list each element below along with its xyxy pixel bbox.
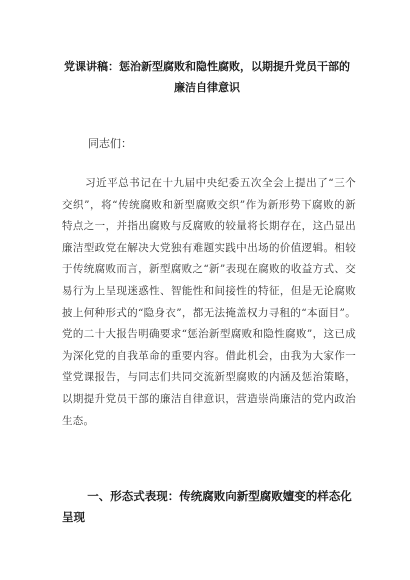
- body-paragraph: 习近平总书记在十九届中央纪委五次全会上提出了“三个交织”，将“传统腐败和新型腐败交织”作为新形势下腐败的新特点之一，并指出腐败与反腐败的较量将长期存在，这凸显出廉洁型政党在解决大党独有难题实践中出场的价值逻辑。相较于传统腐败而言，新型腐败之“新”表现在腐败的收益方式、交易行为上呈现迷惑性、智能性和间接性的特征，但是无论腐败披上何种形式的“隐身衣”，都无法掩盖权力寻租的“本面目”。党的二十大报告明确要求“惩治新型腐败和隐性腐败”，这已成为深化党的自我革命的重要内容。借此机会，由我为大家作一堂党课报告，与同志们共同交流新型腐败的内涵及惩治策略，以期提升党员干部的廉洁自律意识，营造崇尚廉洁的党内政治生态。: [62, 177, 356, 427]
- salutation: 同志们：: [88, 137, 132, 150]
- section-heading: 一、形态式表现：传统腐败向新型腐败嬗变的样态化呈现: [62, 489, 352, 524]
- document-title: 党课讲稿：惩治新型腐败和隐性腐败，以期提升党员干部的廉洁自律意识: [64, 60, 350, 94]
